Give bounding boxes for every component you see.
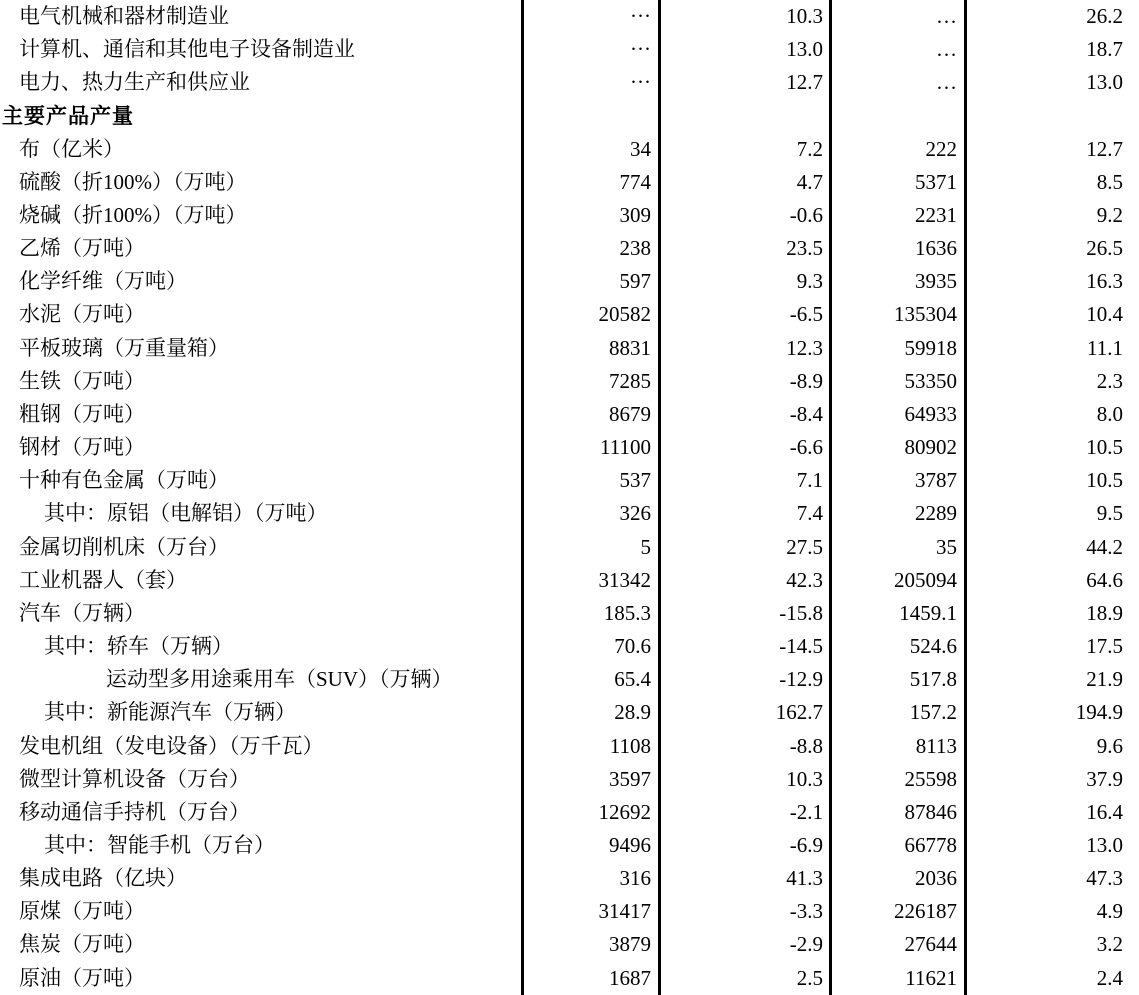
current-growth-cell: -6.5 <box>789 302 823 327</box>
current-value-cell: 537 <box>619 468 651 493</box>
current-value-cell: 8831 <box>609 335 651 360</box>
cumulative-growth-cell: 47.3 <box>1086 866 1123 891</box>
cumulative-value-cell: 3787 <box>915 468 957 493</box>
cumulative-value-cell: 2036 <box>915 866 957 891</box>
cumulative-growth-cell: 26.5 <box>1086 236 1123 261</box>
current-value-cell: 65.4 <box>614 667 651 692</box>
cumulative-growth-cell: 64.6 <box>1086 567 1123 592</box>
current-growth-cell: -15.8 <box>779 600 823 625</box>
column-divider-3 <box>829 0 832 995</box>
cumulative-growth-cell: 2.4 <box>1096 965 1123 990</box>
product-name-cell: 运动型多用途乘用车（SUV）（万辆） <box>106 667 453 692</box>
current-growth-cell: -8.4 <box>789 401 823 426</box>
current-growth-cell: -6.6 <box>789 435 823 460</box>
current-value-cell: 31417 <box>598 899 651 924</box>
column-divider-2 <box>658 0 661 995</box>
table-row <box>0 464 1139 497</box>
product-name-cell: 工业机器人（套） <box>19 567 187 592</box>
table-row <box>0 66 1139 99</box>
current-growth-cell: -12.9 <box>779 667 823 692</box>
table-row <box>0 398 1139 431</box>
cumulative-growth-cell: 17.5 <box>1086 634 1123 659</box>
product-name-cell: 计算机、通信和其他电子设备制造业 <box>19 37 355 62</box>
table-row <box>0 33 1139 66</box>
current-growth-cell: -2.9 <box>789 932 823 957</box>
product-name-cell: 钢材（万吨） <box>19 435 145 460</box>
cumulative-growth-cell: 21.9 <box>1086 667 1123 692</box>
cumulative-growth-cell: 8.5 <box>1096 169 1123 194</box>
cumulative-value-cell: 87846 <box>904 799 957 824</box>
product-name-cell: 主要产品产量 <box>2 103 134 128</box>
table-row <box>0 829 1139 862</box>
product-name-cell: 其中：原铝（电解铝）（万吨） <box>44 501 328 526</box>
current-value-cell: 1687 <box>609 965 651 990</box>
table-row <box>0 298 1139 331</box>
current-growth-cell: 23.5 <box>786 236 823 261</box>
cumulative-growth-cell: 13.0 <box>1086 70 1123 95</box>
current-value-cell: 12692 <box>598 799 651 824</box>
cumulative-growth-cell: 10.4 <box>1086 302 1123 327</box>
table-row <box>0 531 1139 564</box>
cumulative-growth-cell: 10.5 <box>1086 468 1123 493</box>
cumulative-value-cell: 25598 <box>904 766 957 791</box>
cumulative-value-cell: 59918 <box>904 335 957 360</box>
table-row <box>0 630 1139 663</box>
cumulative-value-cell: 80902 <box>904 435 957 460</box>
cumulative-value-cell: 27644 <box>904 932 957 957</box>
cumulative-growth-cell: 18.7 <box>1086 37 1123 62</box>
current-growth-cell: 12.3 <box>786 335 823 360</box>
product-name-cell: 生铁（万吨） <box>19 368 145 393</box>
cumulative-growth-cell: 16.4 <box>1086 799 1123 824</box>
table-row <box>0 99 1139 132</box>
product-name-cell: 平板玻璃（万重量箱） <box>19 335 229 360</box>
table-row <box>0 564 1139 597</box>
table-row <box>0 166 1139 199</box>
current-value-cell: 309 <box>619 203 651 228</box>
cumulative-growth-cell: 8.0 <box>1096 401 1123 426</box>
table-row <box>0 0 1139 33</box>
product-name-cell: 集成电路（亿块） <box>19 866 187 891</box>
table-row <box>0 696 1139 729</box>
current-growth-cell: 2.5 <box>796 965 823 990</box>
current-value-cell: 9496 <box>609 832 651 857</box>
cumulative-growth-cell: 12.7 <box>1086 136 1123 161</box>
column-divider-4 <box>964 0 967 995</box>
product-name-cell: 其中：新能源汽车（万辆） <box>44 700 296 725</box>
cumulative-growth-cell: 16.3 <box>1086 269 1123 294</box>
cumulative-value-cell: … <box>936 70 957 95</box>
current-growth-cell: -6.9 <box>789 832 823 857</box>
cumulative-growth-cell: 18.9 <box>1086 600 1123 625</box>
cumulative-value-cell: 517.8 <box>909 667 957 692</box>
cumulative-growth-cell: 37.9 <box>1086 766 1123 791</box>
cumulative-value-cell: 64933 <box>904 401 957 426</box>
cumulative-growth-cell: 10.5 <box>1086 435 1123 460</box>
cumulative-value-cell: 11621 <box>905 965 957 990</box>
cumulative-value-cell: 8113 <box>915 733 957 758</box>
current-value-cell: 34 <box>630 136 651 161</box>
current-value-cell: 1108 <box>609 733 651 758</box>
current-growth-cell: 13.0 <box>786 37 823 62</box>
product-name-cell: 焦炭（万吨） <box>19 932 145 957</box>
cumulative-growth-cell: 3.2 <box>1096 932 1123 957</box>
table-row <box>0 265 1139 298</box>
cumulative-value-cell: 226187 <box>894 899 957 924</box>
product-name-cell: 发电机组（发电设备）（万千瓦） <box>19 733 324 758</box>
current-value-cell: 11100 <box>600 435 651 460</box>
table-row <box>0 332 1139 365</box>
cumulative-growth-cell: 11.1 <box>1087 335 1123 360</box>
current-value-cell: ··· <box>630 37 651 62</box>
table-row <box>0 862 1139 895</box>
current-growth-cell: 41.3 <box>786 866 823 891</box>
cumulative-value-cell: … <box>936 37 957 62</box>
current-value-cell: 316 <box>619 866 651 891</box>
product-name-cell: 移动通信手持机（万台） <box>19 799 250 824</box>
product-name-cell: 粗钢（万吨） <box>19 401 145 426</box>
current-growth-cell: 12.7 <box>786 70 823 95</box>
current-growth-cell: 7.1 <box>796 468 823 493</box>
table-row <box>0 663 1139 696</box>
table-row <box>0 133 1139 166</box>
current-value-cell: 774 <box>619 169 651 194</box>
current-value-cell: 5 <box>640 534 651 559</box>
product-name-cell: 十种有色金属（万吨） <box>19 468 229 493</box>
cumulative-growth-cell: 26.2 <box>1086 4 1123 29</box>
product-name-cell: 硫酸（折100%）（万吨） <box>19 169 247 194</box>
current-value-cell: ··· <box>630 4 651 29</box>
cumulative-value-cell: 1459.1 <box>899 600 957 625</box>
table-row <box>0 431 1139 464</box>
current-growth-cell: -8.8 <box>789 733 823 758</box>
cumulative-value-cell: 205094 <box>894 567 957 592</box>
current-growth-cell: 4.7 <box>796 169 823 194</box>
current-value-cell: 597 <box>619 269 651 294</box>
table-row <box>0 729 1139 762</box>
table-row <box>0 232 1139 265</box>
cumulative-value-cell: 222 <box>925 136 957 161</box>
current-value-cell: 70.6 <box>614 634 651 659</box>
current-growth-cell: -2.1 <box>789 799 823 824</box>
product-name-cell: 其中：智能手机（万台） <box>44 832 275 857</box>
current-growth-cell: -0.6 <box>789 203 823 228</box>
current-value-cell: 31342 <box>598 567 651 592</box>
cumulative-value-cell: 135304 <box>894 302 957 327</box>
product-name-cell: 金属切削机床（万台） <box>19 534 229 559</box>
table-row <box>0 796 1139 829</box>
current-value-cell: 7285 <box>609 368 651 393</box>
current-value-cell: 28.9 <box>614 700 651 725</box>
current-value-cell: 8679 <box>609 401 651 426</box>
current-growth-cell: 42.3 <box>786 567 823 592</box>
current-growth-cell: -3.3 <box>789 899 823 924</box>
table-row <box>0 928 1139 961</box>
product-name-cell: 乙烯（万吨） <box>19 236 145 261</box>
product-name-cell: 水泥（万吨） <box>19 302 145 327</box>
current-value-cell: 20582 <box>598 302 651 327</box>
table-row <box>0 895 1139 928</box>
product-name-cell: 原煤（万吨） <box>19 899 145 924</box>
table-row <box>0 497 1139 530</box>
cumulative-growth-cell: 9.5 <box>1096 501 1123 526</box>
current-value-cell: 238 <box>619 236 651 261</box>
cumulative-growth-cell: 9.6 <box>1096 733 1123 758</box>
cumulative-growth-cell: 13.0 <box>1086 832 1123 857</box>
product-name-cell: 化学纤维（万吨） <box>19 269 187 294</box>
current-growth-cell: 27.5 <box>786 534 823 559</box>
product-name-cell: 微型计算机设备（万台） <box>19 766 250 791</box>
current-value-cell: 185.3 <box>603 600 651 625</box>
cumulative-value-cell: 5371 <box>915 169 957 194</box>
table-row <box>0 199 1139 232</box>
cumulative-value-cell: 2289 <box>915 501 957 526</box>
current-growth-cell: 7.2 <box>796 136 823 161</box>
cumulative-growth-cell: 194.9 <box>1075 700 1123 725</box>
cumulative-value-cell: 2231 <box>915 203 957 228</box>
current-growth-cell: 10.3 <box>786 766 823 791</box>
product-name-cell: 汽车（万辆） <box>19 600 145 625</box>
current-value-cell: 3597 <box>609 766 651 791</box>
table-row <box>0 365 1139 398</box>
cumulative-value-cell: 157.2 <box>909 700 957 725</box>
product-name-cell: 烧碱（折100%）（万吨） <box>19 203 247 228</box>
table-row <box>0 962 1139 995</box>
current-value-cell: ··· <box>630 70 651 95</box>
cumulative-value-cell: 524.6 <box>909 634 957 659</box>
product-name-cell: 布（亿米） <box>19 136 124 161</box>
cumulative-value-cell: 3935 <box>915 269 957 294</box>
current-growth-cell: -8.9 <box>789 368 823 393</box>
current-growth-cell: 9.3 <box>796 269 823 294</box>
current-growth-cell: 7.4 <box>796 501 823 526</box>
product-name-cell: 原油（万吨） <box>19 965 145 990</box>
product-name-cell: 电气机械和器材制造业 <box>19 4 229 29</box>
cumulative-value-cell: 35 <box>936 534 957 559</box>
current-growth-cell: 162.7 <box>775 700 823 725</box>
column-divider-1 <box>521 0 524 995</box>
cumulative-value-cell: 53350 <box>904 368 957 393</box>
cumulative-value-cell: 1636 <box>915 236 957 261</box>
cumulative-growth-cell: 2.3 <box>1096 368 1123 393</box>
cumulative-growth-cell: 44.2 <box>1086 534 1123 559</box>
cumulative-value-cell: … <box>936 4 957 29</box>
table-row <box>0 763 1139 796</box>
cumulative-growth-cell: 4.9 <box>1096 899 1123 924</box>
cumulative-value-cell: 66778 <box>904 832 957 857</box>
current-growth-cell: -14.5 <box>779 634 823 659</box>
current-value-cell: 326 <box>619 501 651 526</box>
current-value-cell: 3879 <box>609 932 651 957</box>
current-growth-cell: 10.3 <box>786 4 823 29</box>
cumulative-growth-cell: 9.2 <box>1096 203 1123 228</box>
product-name-cell: 其中：轿车（万辆） <box>44 634 233 659</box>
table-row <box>0 597 1139 630</box>
product-name-cell: 电力、热力生产和供应业 <box>19 70 250 95</box>
